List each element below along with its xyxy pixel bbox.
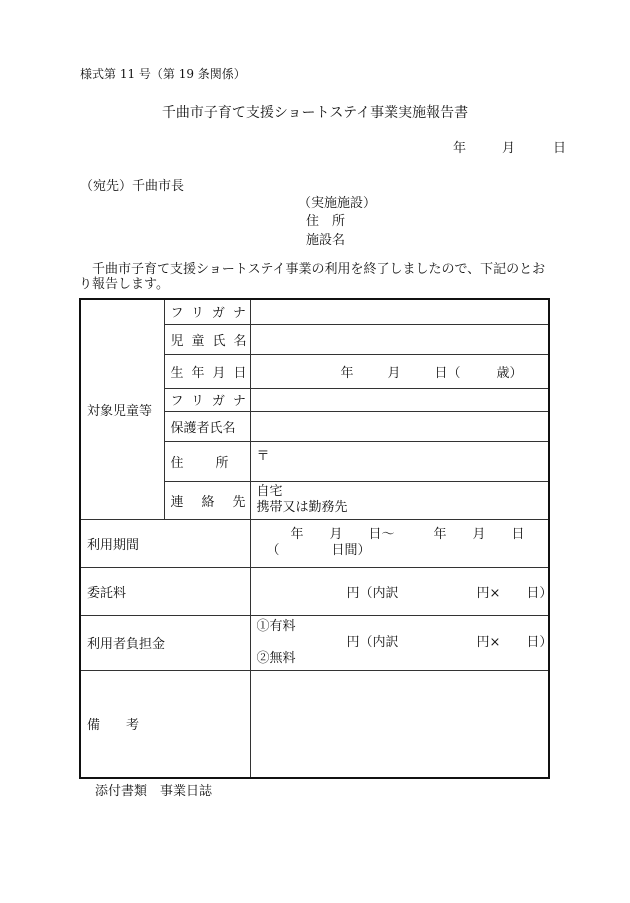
user-burden-field[interactable] [250,615,553,670]
remarks-field[interactable] [250,670,549,778]
fee-label: 委託料 [80,567,250,615]
birth-age-unit: 歳） [496,365,523,381]
burden-paid: ①有料 [256,618,296,634]
remarks-label: 備 考 [80,670,250,778]
birth-month-unit: 月 [387,365,401,381]
birth-year-unit: 年 [340,365,354,381]
contact-mobile: 携帯又は勤務先 [256,500,348,515]
burden-value: 円（内訳 円× 日） [346,634,553,650]
date-year: 年 [453,141,467,156]
birthdate-field[interactable] [250,354,549,388]
fee-field[interactable] [250,567,553,615]
date-line [453,137,566,156]
target-child-label: 対象児童等 [80,299,164,519]
attachments-text: 添付書類 事業日誌 [95,784,213,799]
postal-mark: 〒 [256,448,270,464]
date-month: 月 [502,141,516,156]
facility-heading: （実施施設） [298,196,377,211]
furigana-2-label: フリガナ [164,388,250,411]
child-name-label: 児童氏名 [164,324,250,354]
contact-field[interactable] [250,481,549,519]
user-burden-label: 利用者負担金 [80,615,250,670]
furigana-1-field[interactable] [250,299,549,324]
facility-name-label: 施設名 [306,233,346,248]
address-field[interactable] [250,441,549,481]
guardian-name-field[interactable] [250,411,549,441]
period-line2: （ 日間） [266,543,371,558]
form-number: 様式第 11 号（第 19 条関係） [80,67,246,81]
page-title: 千曲市子育て支援ショートステイ事業実施報告書 [161,105,469,121]
addressee: （宛先）千曲市長 [80,179,185,194]
report-table [79,298,553,779]
burden-free: ②無料 [256,650,296,666]
birthdate-label: 生年月日 [164,354,250,388]
furigana-2-field[interactable] [250,388,549,411]
period-label: 利用期間 [80,519,250,567]
guardian-name-label: 保護者氏名 [164,411,250,441]
child-name-field[interactable] [250,324,549,354]
birth-day-unit: 日（ [434,365,461,381]
contact-label: 連絡先 [164,481,250,519]
furigana-1-label: フリガナ [164,299,250,324]
period-field[interactable] [250,519,549,567]
facility-address-label: 住 所 [306,214,346,229]
period-line1: 年 月 日～ 年 月 日 [290,527,525,542]
fee-value: 円（内訳 円× 日） [346,585,553,601]
contact-home: 自宅 [256,484,283,499]
statement-text: 千曲市子育て支援ショートステイ事業の利用を終了しましたので、下記のとおり報告します。 [79,262,546,292]
date-day: 日 [553,141,567,156]
address-label: 住所 [164,441,250,481]
